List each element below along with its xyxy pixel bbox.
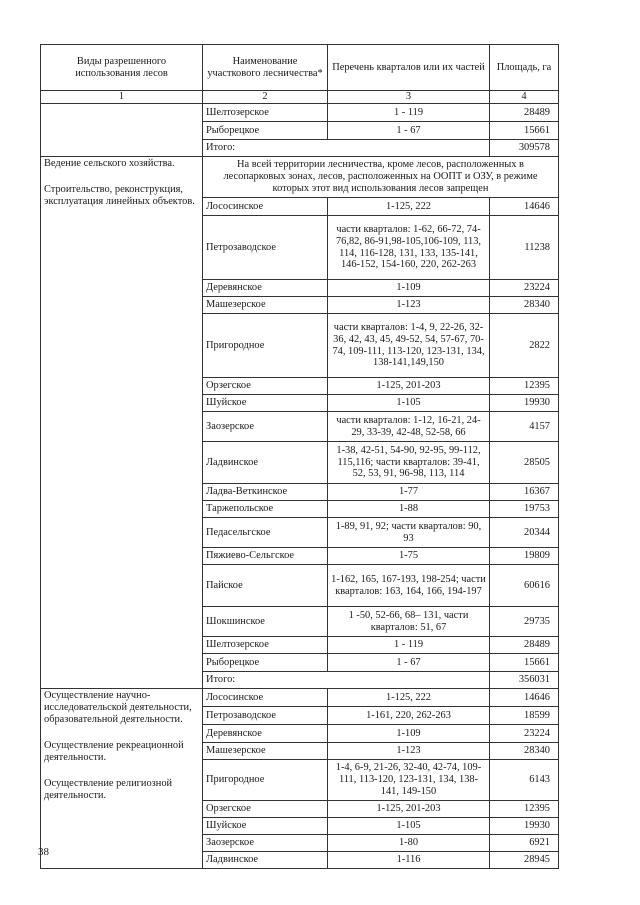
quarters-list: 1-125, 201-203 — [328, 378, 490, 395]
quarters-list: 1-88 — [328, 501, 490, 518]
quarters-list: 1-161, 220, 262-263 — [328, 707, 490, 725]
area-value: 11238 — [490, 216, 559, 280]
quarters-list: 1-125, 222 — [328, 689, 490, 707]
district-name: Лососинское — [203, 689, 328, 707]
territory-note: На всей территории лесничества, кроме лесов, расположенных в лесопарковых зонах, лесов, расположенных на ООПТ и ОЗУ, в режиме которых этот вид использования лесов запрещен — [203, 157, 559, 198]
area-value: 28505 — [490, 442, 559, 484]
quarters-list: 1 - 67 — [328, 122, 490, 140]
area-value: 15661 — [490, 122, 559, 140]
quarters-list: 1-105 — [328, 818, 490, 835]
district-name: Заозерское — [203, 412, 328, 442]
use-type: Осуществление научно-исследовательской деятельности, образовательной деятельности. — [44, 690, 192, 725]
district-name: Орзегское — [203, 801, 328, 818]
district-name: Пригородное — [203, 314, 328, 378]
use-type: Ведение сельского хозяйства. — [44, 158, 175, 169]
total-label: Итого: — [203, 672, 490, 689]
total-label: Итого: — [203, 140, 490, 157]
area-value: 60616 — [490, 565, 559, 607]
area-value: 19930 — [490, 818, 559, 835]
district-name: Машезерское — [203, 297, 328, 314]
district-name: Машезерское — [203, 743, 328, 760]
quarters-list: 1-123 — [328, 743, 490, 760]
area-value: 12395 — [490, 378, 559, 395]
quarters-list: 1-109 — [328, 280, 490, 297]
district-name: Ладвинское — [203, 442, 328, 484]
district-name: Пяжиево-Сельгское — [203, 548, 328, 565]
area-value: 28340 — [490, 297, 559, 314]
column-number-row — [41, 91, 559, 104]
district-name: Петрозаводское — [203, 216, 328, 280]
use-types-cell — [41, 157, 203, 689]
area-value: 23224 — [490, 280, 559, 297]
quarters-list: части кварталов: 1-12, 16-21, 24-29, 33-39, 42-48, 52-58, 66 — [328, 412, 490, 442]
quarters-list: 1-4, 6-9, 21-26, 32-40, 42-74, 109-111, 113-120, 123-131, 134, 138-141, 149-150 — [328, 760, 490, 801]
header-quarters: Перечень кварталов или их частей — [328, 45, 490, 91]
district-name: Шуйское — [203, 395, 328, 412]
column-number: 1 — [41, 91, 203, 104]
column-number: 3 — [328, 91, 490, 104]
total-value: 356031 — [490, 672, 559, 689]
area-value: 29735 — [490, 607, 559, 637]
page-number: 38 — [38, 846, 49, 858]
area-value: 28489 — [490, 637, 559, 654]
area-value: 15661 — [490, 654, 559, 672]
district-name: Пайское — [203, 565, 328, 607]
area-value: 19753 — [490, 501, 559, 518]
use-type: Осуществление рекреационной деятельности. — [44, 739, 184, 763]
quarters-list: 1 - 119 — [328, 104, 490, 122]
quarters-list: 1-80 — [328, 835, 490, 852]
area-value: 28340 — [490, 743, 559, 760]
district-name: Ладвинское — [203, 852, 328, 869]
district-name: Деревянское — [203, 280, 328, 297]
district-name: Ладва-Веткинское — [203, 484, 328, 501]
quarters-list: части кварталов: 1-62, 66-72, 74-76,82, 86-91,98-105,106-109, 113, 114, 116-128, 131, 133, 135-141, 146-152, 154-160, 220, 262-263 — [328, 216, 490, 280]
area-value: 6143 — [490, 760, 559, 801]
district-name: Лососинское — [203, 198, 328, 216]
area-value: 19809 — [490, 548, 559, 565]
area-value: 14646 — [490, 198, 559, 216]
use-type: Строительство, реконструкция, эксплуатация линейных объектов. — [44, 183, 195, 207]
quarters-list: 1-162, 165, 167-193, 198-254; части кварталов: 163, 164, 166, 194-197 — [328, 565, 490, 607]
quarters-list: части кварталов: 1-4, 9, 22-26, 32-36, 42, 43, 45, 49-52, 54, 57-67, 70-74, 109-111, 113-120, 123-131, 134, 138-141,149,150 — [328, 314, 490, 378]
district-name: Шелтозерское — [203, 637, 328, 654]
quarters-list: 1-75 — [328, 548, 490, 565]
header-area: Площадь, га — [490, 45, 559, 91]
area-value: 4157 — [490, 412, 559, 442]
quarters-list: 1 - 119 — [328, 637, 490, 654]
district-name: Петрозаводское — [203, 707, 328, 725]
district-name: Заозерское — [203, 835, 328, 852]
header-district: Наименование участкового лесничества* — [203, 45, 328, 91]
district-name: Педасельгское — [203, 518, 328, 548]
quarters-list: 1-38, 42-51, 54-90, 92-95, 99-112, 115,116; части кварталов: 39-41, 52, 53, 91, 96-98, 113, 114 — [328, 442, 490, 484]
quarters-list: 1-105 — [328, 395, 490, 412]
quarters-list: 1-89, 91, 92; части кварталов: 90, 93 — [328, 518, 490, 548]
area-value: 28489 — [490, 104, 559, 122]
area-value: 28945 — [490, 852, 559, 869]
district-name: Шуйское — [203, 818, 328, 835]
district-name: Рыборецкое — [203, 122, 328, 140]
column-number: 2 — [203, 91, 328, 104]
district-name: Таржепольское — [203, 501, 328, 518]
district-name: Рыборецкое — [203, 654, 328, 672]
quarters-list: 1-109 — [328, 725, 490, 743]
table-row — [41, 104, 559, 122]
area-value: 14646 — [490, 689, 559, 707]
district-name: Шокшинское — [203, 607, 328, 637]
quarters-list: 1-125, 201-203 — [328, 801, 490, 818]
area-value: 20344 — [490, 518, 559, 548]
quarters-list: 1-116 — [328, 852, 490, 869]
use-types-cell — [41, 689, 203, 869]
forest-use-table — [40, 44, 559, 869]
note-row — [41, 157, 559, 198]
area-value: 2822 — [490, 314, 559, 378]
area-value: 23224 — [490, 725, 559, 743]
quarters-list: 1 - 67 — [328, 654, 490, 672]
area-value: 19930 — [490, 395, 559, 412]
quarters-list: 1 -50, 52-66, 68– 131, части кварталов: 51, 67 — [328, 607, 490, 637]
district-name: Деревянское — [203, 725, 328, 743]
total-value: 309578 — [490, 140, 559, 157]
table-row — [41, 689, 559, 707]
district-name: Орзегское — [203, 378, 328, 395]
quarters-list: 1-77 — [328, 484, 490, 501]
use-type: Осуществление религиозной деятельности. — [44, 777, 173, 801]
area-value: 18599 — [490, 707, 559, 725]
area-value: 12395 — [490, 801, 559, 818]
quarters-list: 1-123 — [328, 297, 490, 314]
quarters-list: 1-125, 222 — [328, 198, 490, 216]
district-name: Шелтозерское — [203, 104, 328, 122]
area-value: 6921 — [490, 835, 559, 852]
area-value: 16367 — [490, 484, 559, 501]
district-name: Пригородное — [203, 760, 328, 801]
use-types-cell — [41, 104, 203, 157]
header-use-types: Виды разрешенного использования лесов — [41, 45, 203, 91]
column-number: 4 — [490, 91, 559, 104]
header-row — [41, 45, 559, 91]
